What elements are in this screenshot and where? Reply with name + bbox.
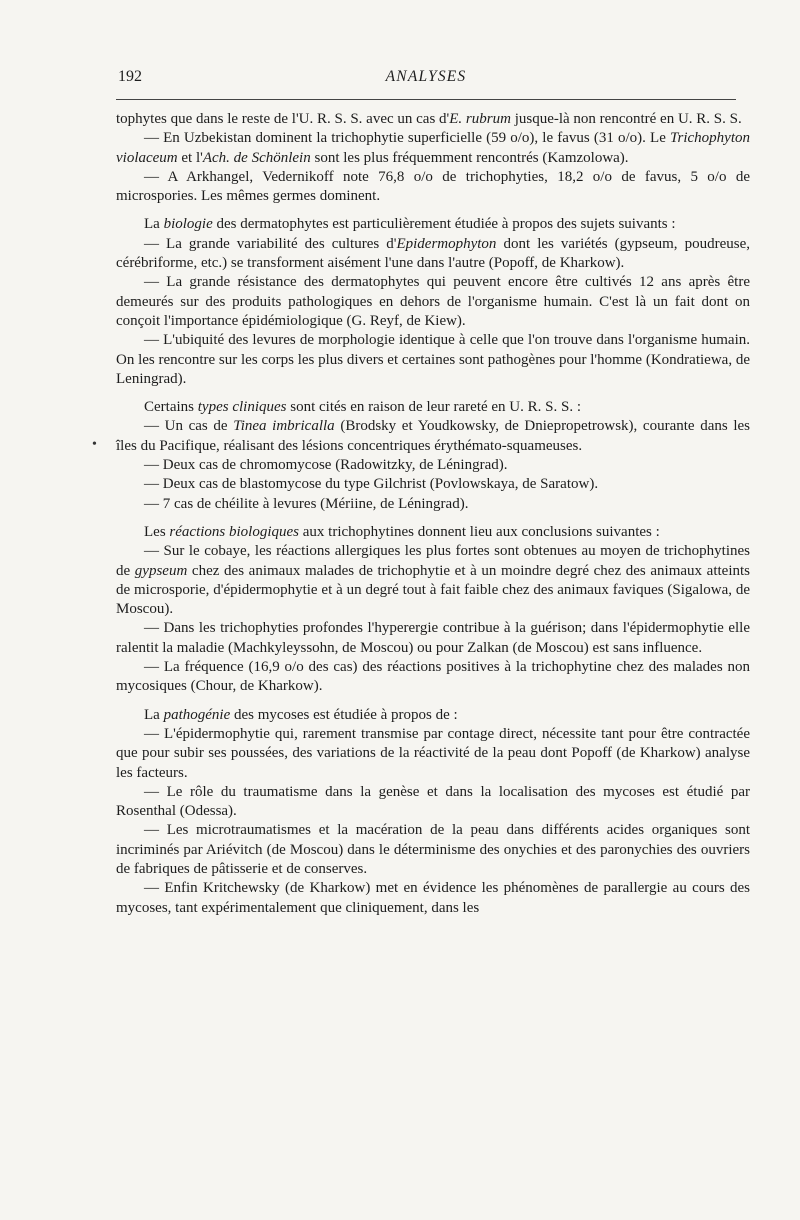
paragraph-p16 bbox=[116, 658, 750, 697]
text-run: La bbox=[144, 216, 164, 233]
paragraph-p20 bbox=[116, 821, 750, 879]
header-rule bbox=[116, 99, 736, 100]
text-run: des dermatophytes est particulièrement étudiée à propos des sujets suivants : bbox=[212, 216, 676, 233]
paragraph-p12 bbox=[116, 495, 750, 514]
text-run: et l' bbox=[177, 149, 203, 166]
paragraph-p1 bbox=[116, 110, 750, 129]
text-run: tophytes que dans le reste de l'U. R. S. S. avec un cas d' bbox=[116, 111, 450, 127]
italic-term: gypseum bbox=[134, 562, 188, 579]
text-run: chez des animaux malades de trichophytie et à un moindre degré chez des animaux atteints de microsporie, d'épidermophytie et à un degré tout à fait faible chez des animaux faviques (Sigalowa, de Moscou). bbox=[116, 562, 750, 618]
text-run: — Un cas de bbox=[144, 418, 234, 435]
text-run: — Deux cas de blastomycose du type Gilchrist (Povlowskaya, de Saratow). bbox=[144, 476, 599, 493]
text-run: — A Arkhangel, Vedernikoff note 76,8 o/o de trichophyties, 18,2 o/o de favus, 5 o/o de microspories. Les mêmes germes dominent. bbox=[116, 168, 750, 205]
paragraph-p18 bbox=[116, 725, 750, 783]
paragraph-p3 bbox=[116, 168, 750, 207]
article-body bbox=[116, 110, 750, 918]
margin-mark: • bbox=[92, 437, 97, 452]
text-run: Les bbox=[144, 523, 170, 540]
paragraph-p19 bbox=[116, 783, 750, 822]
text-run: — Deux cas de chromomycose (Radowitzky, de Léningrad). bbox=[144, 457, 508, 474]
italic-term: Tinea imbricalla bbox=[233, 418, 335, 435]
text-run: (Brodsky et Youdkowsky, de Dniepropetrowsk), courante dans les îles du Pacifique, réalisant des lésions concentriques érythémato-squameuses. bbox=[116, 418, 751, 454]
text-run: — Le rôle du traumatisme dans la genèse et dans la localisation des mycoses est étudié par Rosenthal (Odessa). bbox=[116, 783, 750, 820]
paragraph-p15 bbox=[116, 619, 750, 658]
italic-term: E. rubrum bbox=[449, 111, 511, 127]
text-run: sont les plus fréquemment rencontrés (Kamzolowa). bbox=[310, 149, 629, 166]
text-run: — L'épidermophytie qui, rarement transmise par contage direct, nécessite tant pour être contractée que pour subir ses poussées, des variations de la réactivité de la peau dont Popoff (de Kharkow) analyse les facteurs. bbox=[116, 725, 750, 781]
paragraph-p5 bbox=[116, 235, 750, 274]
text-run: — La fréquence (16,9 o/o des cas) des réactions positives à la trichophytine chez des malades non mycosiques (Chour, de Kharkow). bbox=[116, 659, 750, 695]
text-run: La bbox=[144, 706, 164, 723]
text-run: — Sur le cobaye, les réactions allergiques les plus fortes sont obtenues au moyen de trichophytines de bbox=[116, 543, 750, 579]
italic-term: pathogénie bbox=[163, 706, 231, 723]
italic-term: types cliniques bbox=[197, 399, 287, 416]
text-run: — Enfin Kritchewsky (de Kharkow) met en évidence les phénomènes de parallergie au cours des mycoses, tant expérimentalement que cliniquement, dans les bbox=[116, 880, 750, 916]
paragraph-p21 bbox=[116, 879, 750, 918]
paragraph-p7 bbox=[116, 331, 750, 389]
italic-term: Epidermophyton bbox=[396, 235, 497, 252]
paragraph-p10 bbox=[116, 456, 750, 475]
page-number: 192 bbox=[118, 68, 142, 85]
text-run: sont cités en raison de leur rareté en U. R. S. S. : bbox=[286, 399, 581, 416]
text-run: aux trichophytines donnent lieu aux conclusions suivantes : bbox=[299, 523, 660, 540]
paragraph-p6 bbox=[116, 273, 750, 331]
text-run: — Les microtraumatismes et la macération de la peau dans différents acides organiques sont incriminés par Ariévitch (de Moscou) dans le déterminisme des onychies et des paronychies des ouvriers de fabriques de pâtisserie et de conserves. bbox=[116, 822, 750, 877]
text-run: — La grande variabilité des cultures d' bbox=[144, 235, 397, 252]
paragraph-p9 bbox=[116, 417, 750, 456]
italic-term: réactions biologiques bbox=[169, 523, 299, 540]
italic-term: Trichophyton violaceum bbox=[116, 130, 750, 166]
text-run: — La grande résistance des dermatophytes qui peuvent encore être cultivés 12 ans après être demeurés sur des produits pathologiques en dehors de l'organisme humain. C'est là un fait dont on conçoit l'importance épidémiologique (G. Reyf, de Kiew). bbox=[116, 274, 750, 329]
text-run: Certains bbox=[144, 399, 198, 416]
paragraph-p13 bbox=[116, 523, 750, 542]
paragraph-p2 bbox=[116, 129, 750, 168]
text-run: — En Uzbekistan dominent la trichophytie superficielle (59 o/o), le favus (31 o/o). Le bbox=[144, 130, 670, 147]
italic-term: Ach. de Schönlein bbox=[202, 149, 311, 166]
running-head: ANALYSES bbox=[385, 68, 467, 85]
text-run: des mycoses est étudiée à propos de : bbox=[230, 706, 458, 723]
page-header bbox=[116, 66, 736, 90]
paragraph-p4 bbox=[116, 215, 750, 234]
paragraph-p8 bbox=[116, 398, 750, 417]
text-run: — L'ubiquité des levures de morphologie identique à celle que l'on trouve dans l'organisme humain. On les rencontre sur les corps les plus divers et certaines sont pathogènes pour l'homme (Kondratiewa, de Leningrad). bbox=[116, 332, 750, 387]
paragraph-p17 bbox=[116, 706, 750, 725]
italic-term: biologie bbox=[163, 216, 213, 233]
paragraph-p11 bbox=[116, 475, 750, 494]
text-run: — Dans les trichophyties profondes l'hyperergie contribue à la guérison; dans l'épidermophytie elle ralentit la maladie (Machkyleyssohn, de Moscou) ou pour Zalkan (de Moscou) est sans influence. bbox=[116, 620, 750, 656]
paragraph-p14 bbox=[116, 542, 750, 619]
text-run: jusque-là non rencontré en U. R. S. S. bbox=[510, 111, 742, 127]
text-run: — 7 cas de chéilite à levures (Mériine, de Léningrad). bbox=[144, 495, 469, 512]
text-run: dont les variétés (gypseum, poudreuse, cérébriforme, etc.) se transforment aisément l'une dans l'autre (Popoff, de Kharkow). bbox=[116, 235, 750, 272]
